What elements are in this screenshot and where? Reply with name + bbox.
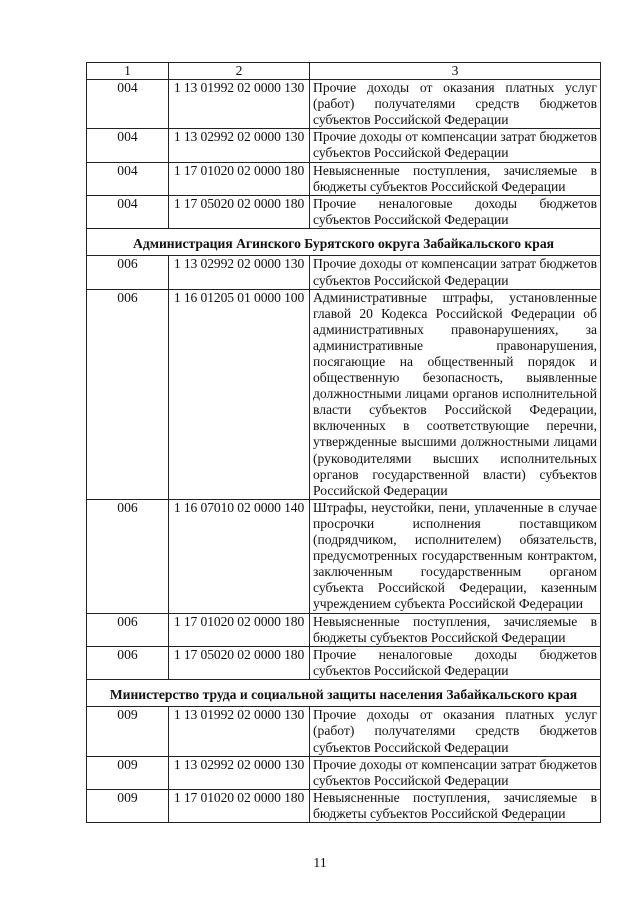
table-row <box>87 756 601 789</box>
revenue-description-cell: Административные штрафы, установленные главой 20 Кодекса Российской Федерации об административных правонарушениях, за административные правонарушения, посягающие на общественный порядок и общественную безопасность, выявленные должностными лицами органов исполнительной власти субъектов Российской Федерации, включенных в соответствующие перечни, утвержденные высшими должностными лицами (руководителями высших исполнительных органов государственной власти) субъектов Российской Федерации <box>310 289 601 499</box>
admin-code-cell: 006 <box>87 256 169 289</box>
revenue-description-cell: Прочие доходы от компенсации затрат бюджетов субъектов Российской Федерации <box>310 256 601 289</box>
table-body <box>87 80 601 823</box>
revenue-codes-table <box>86 62 601 823</box>
budget-classification-code-cell: 1 13 01992 02 0000 130 <box>169 707 310 756</box>
admin-code-cell: 004 <box>87 195 169 228</box>
admin-code-cell: 006 <box>87 646 169 679</box>
revenue-description-cell: Прочие неналоговые доходы бюджетов субъектов Российской Федерации <box>310 646 601 679</box>
admin-code-cell: 006 <box>87 289 169 499</box>
revenue-description-cell: Невыясненные поступления, зачисляемые в бюджеты субъектов Российской Федерации <box>310 162 601 195</box>
revenue-description-cell: Невыясненные поступления, зачисляемые в бюджеты субъектов Российской Федерации <box>310 613 601 646</box>
budget-classification-code-cell: 1 13 01992 02 0000 130 <box>169 80 310 129</box>
admin-code-cell: 009 <box>87 707 169 756</box>
budget-classification-code-cell: 1 17 05020 02 0000 180 <box>169 646 310 679</box>
column-header-2: 2 <box>169 63 310 80</box>
table-row <box>87 789 601 822</box>
revenue-description-cell: Невыясненные поступления, зачисляемые в бюджеты субъектов Российской Федерации <box>310 789 601 822</box>
table-row <box>87 499 601 613</box>
budget-classification-code-cell: 1 17 05020 02 0000 180 <box>169 195 310 228</box>
revenue-description-cell: Штрафы, неустойки, пени, уплаченные в случае просрочки исполнения поставщиком (подрядчиком, исполнителем) обязательств, предусмотренных государственным контрактом, заключенным государственным органом субъекта Российской Федерации, казенным учреждением субъекта Российской Федерации <box>310 499 601 613</box>
table-row <box>87 162 601 195</box>
column-header-1: 1 <box>87 63 169 80</box>
admin-code-cell: 006 <box>87 499 169 613</box>
section-heading-row <box>87 228 601 256</box>
admin-code-cell: 004 <box>87 129 169 162</box>
table-row <box>87 80 601 129</box>
budget-classification-code-cell: 1 13 02992 02 0000 130 <box>169 256 310 289</box>
budget-classification-code-cell: 1 13 02992 02 0000 130 <box>169 756 310 789</box>
table-header-row <box>87 63 601 80</box>
table-row <box>87 256 601 289</box>
admin-code-cell: 009 <box>87 789 169 822</box>
table-row <box>87 613 601 646</box>
revenue-description-cell: Прочие доходы от оказания платных услуг (работ) получателями средств бюджетов субъектов Российской Федерации <box>310 80 601 129</box>
admin-code-cell: 009 <box>87 756 169 789</box>
section-heading: Министерство труда и социальной защиты населения Забайкальского края <box>87 679 601 707</box>
admin-code-cell: 004 <box>87 80 169 129</box>
revenue-description-cell: Прочие доходы от компенсации затрат бюджетов субъектов Российской Федерации <box>310 129 601 162</box>
table-row <box>87 646 601 679</box>
budget-classification-code-cell: 1 16 07010 02 0000 140 <box>169 499 310 613</box>
section-heading-row <box>87 679 601 707</box>
revenue-description-cell: Прочие доходы от оказания платных услуг (работ) получателями средств бюджетов субъектов Российской Федерации <box>310 707 601 756</box>
admin-code-cell: 006 <box>87 613 169 646</box>
budget-classification-code-cell: 1 16 01205 01 0000 100 <box>169 289 310 499</box>
table-row <box>87 707 601 756</box>
page-number: 11 <box>313 856 327 871</box>
budget-classification-code-cell: 1 17 01020 02 0000 180 <box>169 613 310 646</box>
table-row <box>87 289 601 499</box>
column-header-3: 3 <box>310 63 601 80</box>
budget-classification-code-cell: 1 17 01020 02 0000 180 <box>169 162 310 195</box>
table-row <box>87 129 601 162</box>
table-row <box>87 195 601 228</box>
section-heading: Администрация Агинского Бурятского округа Забайкальского края <box>87 228 601 256</box>
budget-classification-code-cell: 1 17 01020 02 0000 180 <box>169 789 310 822</box>
revenue-description-cell: Прочие неналоговые доходы бюджетов субъектов Российской Федерации <box>310 195 601 228</box>
revenue-description-cell: Прочие доходы от компенсации затрат бюджетов субъектов Российской Федерации <box>310 756 601 789</box>
budget-classification-code-cell: 1 13 02992 02 0000 130 <box>169 129 310 162</box>
admin-code-cell: 004 <box>87 162 169 195</box>
